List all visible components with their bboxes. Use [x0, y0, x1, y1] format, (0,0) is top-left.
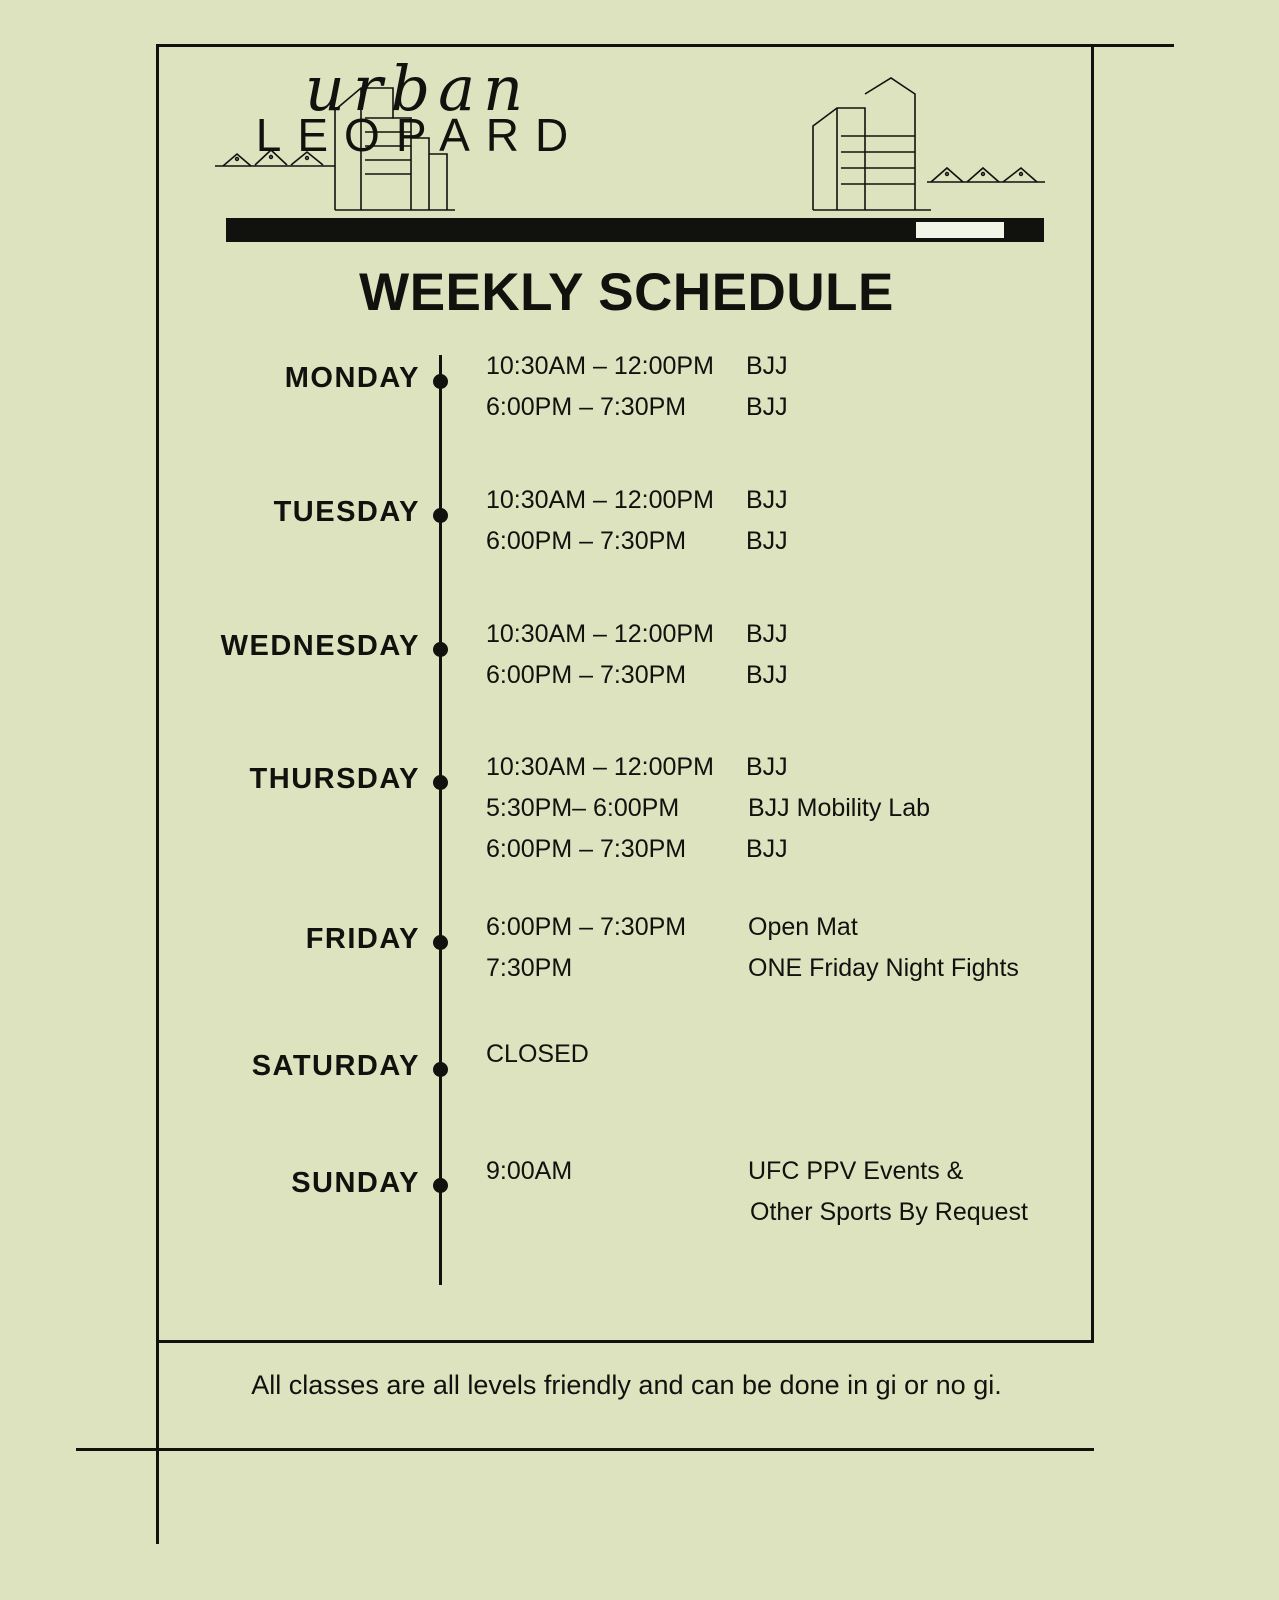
- entry-activity: BJJ: [746, 527, 788, 555]
- day-label-monday: MONDAY: [284, 362, 420, 394]
- timeline-dot-tuesday: [433, 508, 448, 523]
- entries-wednesday: [486, 620, 1086, 702]
- schedule-entry: [486, 913, 1086, 954]
- entries-friday: [486, 913, 1086, 995]
- entry-activity: BJJ: [746, 835, 788, 863]
- entry-time: 9:00AM: [486, 1157, 573, 1185]
- frame-line-top: [156, 44, 1174, 47]
- schedule-entry: [486, 661, 1086, 702]
- brand-word-name: LEOPARD: [255, 109, 585, 161]
- entries-saturday: [486, 1040, 1086, 1081]
- entry-activity: BJJ: [746, 753, 788, 781]
- schedule-entry: [486, 835, 1086, 876]
- entry-time: 10:30AM – 12:00PM: [486, 620, 714, 648]
- entry-activity: BJJ: [746, 661, 788, 689]
- entry-activity: Other Sports By Request: [750, 1198, 1028, 1226]
- entry-activity: BJJ: [746, 352, 788, 380]
- entry-time: 10:30AM – 12:00PM: [486, 753, 714, 781]
- brand-script-name: urban: [304, 52, 532, 125]
- entry-time: 6:00PM – 7:30PM: [486, 661, 687, 689]
- timeline-dot-thursday: [433, 775, 448, 790]
- entry-time: 6:00PM – 7:30PM: [486, 835, 687, 863]
- day-label-saturday: SATURDAY: [251, 1050, 420, 1082]
- entry-activity: BJJ: [746, 486, 788, 514]
- schedule-entry: [486, 620, 1086, 661]
- entry-activity: BJJ: [746, 620, 788, 648]
- entry-time: 6:00PM – 7:30PM: [486, 913, 687, 941]
- footer-note: All classes are all levels friendly and can be done in gi or no gi.: [251, 1370, 1002, 1400]
- entry-time: CLOSED: [486, 1040, 589, 1068]
- entry-activity: ONE Friday Night Fights: [748, 954, 1019, 982]
- schedule-entry: [486, 1040, 1086, 1081]
- schedule-entry: [486, 352, 1086, 393]
- page-title: WEEKLY SCHEDULE: [359, 263, 894, 322]
- schedule-entry: [486, 954, 1086, 995]
- brand-rule-bar: [226, 218, 1044, 242]
- brand-rule-notch: [916, 222, 1004, 238]
- entry-time: 6:00PM – 7:30PM: [486, 527, 687, 555]
- frame-line-bottom: [76, 1448, 1094, 1451]
- timeline-spine: [439, 355, 442, 1285]
- schedule-entry: [486, 393, 1086, 434]
- entries-sunday: [486, 1157, 1086, 1239]
- entry-time: 5:30PM– 6:00PM: [486, 794, 680, 822]
- day-label-thursday: THURSDAY: [249, 763, 420, 795]
- schedule-entry: [486, 1198, 1086, 1239]
- entries-tuesday: [486, 486, 1086, 568]
- entry-time: 6:00PM – 7:30PM: [486, 393, 687, 421]
- day-label-tuesday: TUESDAY: [273, 496, 420, 528]
- day-label-wednesday: WEDNESDAY: [220, 630, 420, 662]
- entries-monday: [486, 352, 1086, 434]
- entry-activity: BJJ: [746, 393, 788, 421]
- schedule-entry: [486, 753, 1086, 794]
- timeline-dot-wednesday: [433, 642, 448, 657]
- entry-time: 10:30AM – 12:00PM: [486, 352, 714, 380]
- timeline-dot-sunday: [433, 1178, 448, 1193]
- entry-activity: BJJ Mobility Lab: [748, 794, 931, 822]
- schedule-entry: [486, 1157, 1086, 1198]
- schedule-entry: [486, 794, 1086, 835]
- schedule-entry: [486, 527, 1086, 568]
- day-label-sunday: SUNDAY: [291, 1167, 420, 1199]
- frame-line-right: [1091, 44, 1094, 1342]
- timeline-dot-saturday: [433, 1062, 448, 1077]
- entries-thursday: [486, 753, 1086, 876]
- frame-line-divider: [156, 1340, 1094, 1343]
- entry-activity: UFC PPV Events &: [748, 1157, 964, 1185]
- entry-activity: Open Mat: [748, 913, 858, 941]
- timeline-dot-friday: [433, 935, 448, 950]
- entry-time: 7:30PM: [486, 954, 573, 982]
- day-label-friday: FRIDAY: [305, 923, 420, 955]
- entry-time: 10:30AM – 12:00PM: [486, 486, 714, 514]
- schedule-entry: [486, 486, 1086, 527]
- timeline-dot-monday: [433, 374, 448, 389]
